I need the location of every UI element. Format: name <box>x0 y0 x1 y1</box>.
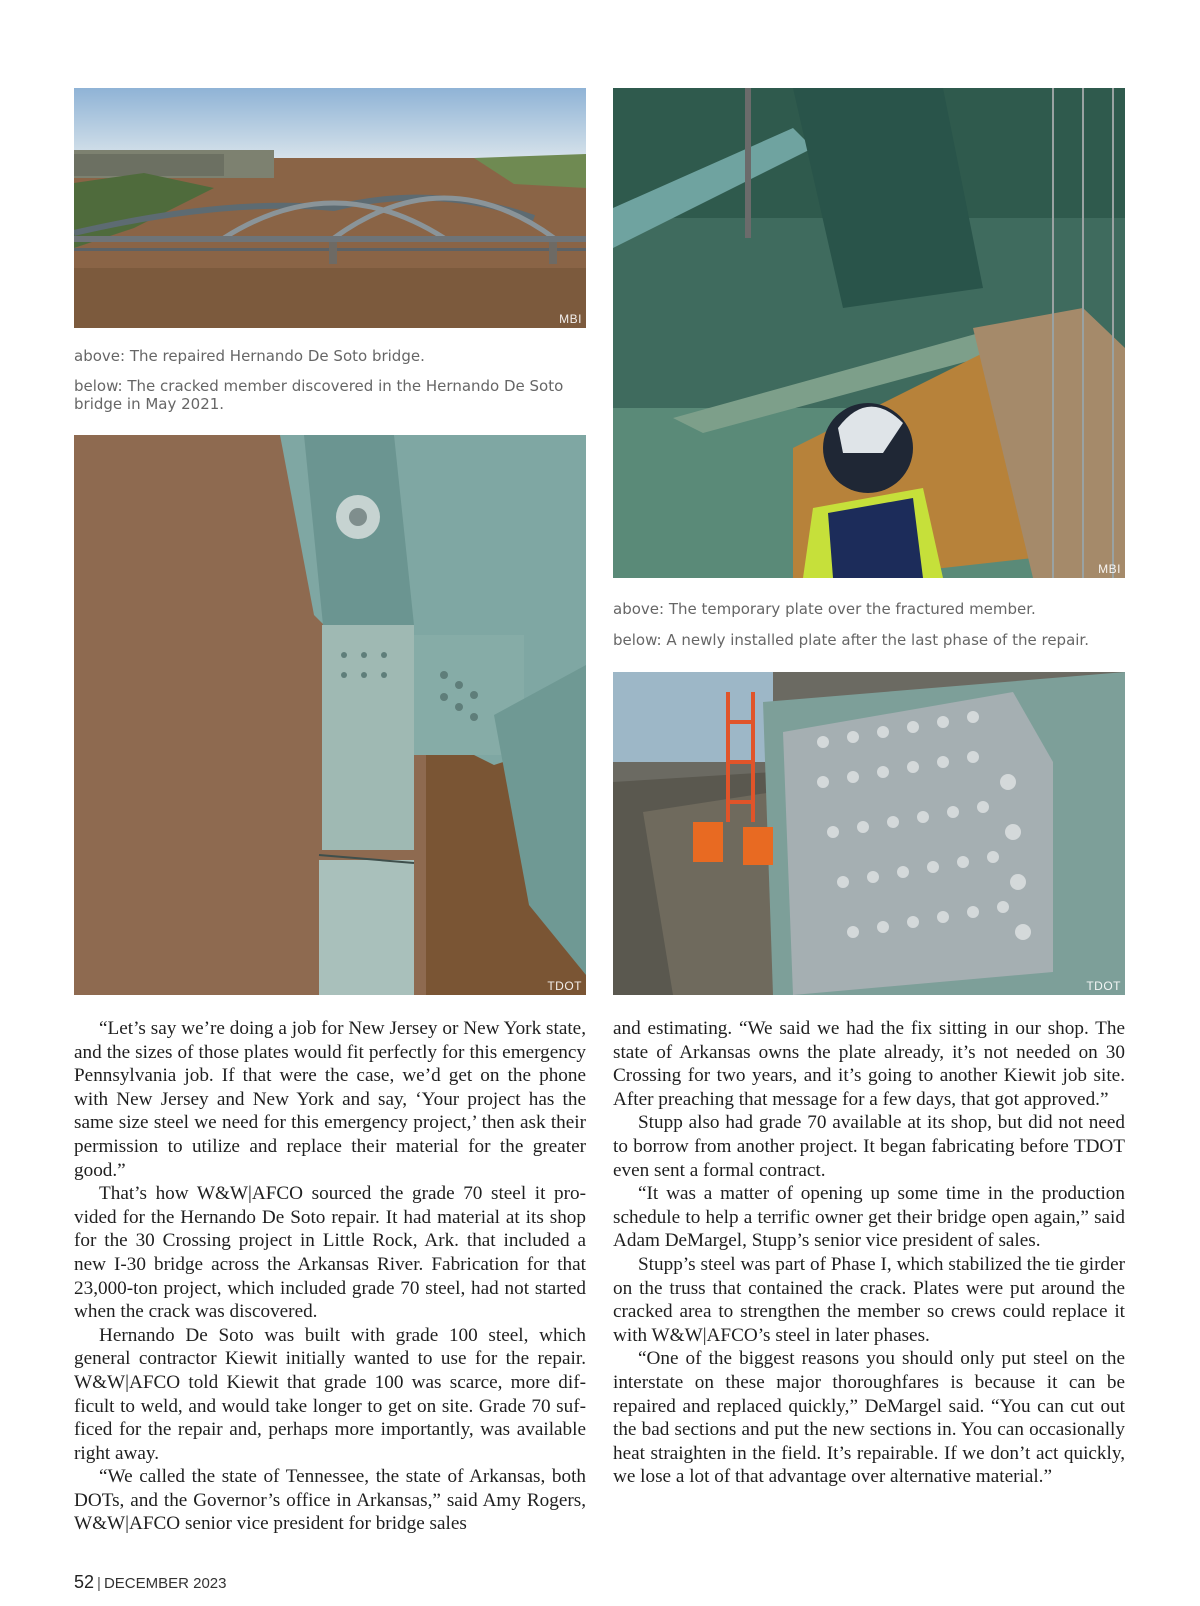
article-paragraph: Stupp also had grade 70 available at its shop, but did not need to borrow from another project. It began fabricating before TDOT even sent a formal contract. <box>613 1112 1125 1181</box>
temporary-plate-photo <box>613 88 1125 578</box>
page-number: 52 <box>74 1572 95 1592</box>
page-footer <box>74 1572 227 1593</box>
bridge-aerial-photo <box>74 88 586 328</box>
article-paragraph: “We called the state of Tennessee, the state of Arkansas, both DOTs, and the Governor’s office in Arkansas,” said Amy Rogers, W&W|AFCO senior vice president for bridge sales <box>74 1466 586 1535</box>
caption-temporary-plate: above: The temporary plate over the fractured member. <box>613 600 1036 618</box>
caption-cracked-member: below: The cracked member discovered in the Hernando De Soto bridge in May 2021. <box>74 377 564 413</box>
new-plate-illustration <box>613 672 1125 995</box>
footer-separator: | <box>97 1575 101 1592</box>
cracked-member-photo <box>74 435 586 995</box>
caption-new-plate: below: A newly installed plate after the last phase of the repair. <box>613 631 1089 649</box>
article-paragraph: Stupp’s steel was part of Phase I, which stabilized the tie girder on the truss that contained the crack. Plates were put around the cracked area to strengthen the member so crews could replace it with W&W|AFCO’s steel in later phases. <box>613 1253 1125 1346</box>
photo-credit: TDOT <box>1086 979 1121 993</box>
article-column-right <box>613 1017 1125 1489</box>
bridge-aerial-illustration <box>74 88 586 328</box>
article-paragraph: “Let’s say we’re doing a job for New Jersey or New York state, and the sizes of those plates would fit perfectly for this emergency Pennsylvania job. If that were the case, we’d get on the phone with New Jersey and New York and say, ‘Your project has the same size steel we need for this emergency project,’ then ask their permission to utilize and replace their material for the greater good.” <box>74 1018 586 1181</box>
photo-credit: TDOT <box>547 979 582 993</box>
article-paragraph: “It was a matter of opening up some time in the production schedule to help a terrific owner get their bridge open again,” said Adam DeMargel, Stupp’s senior vice president of sales. <box>613 1183 1125 1252</box>
article-paragraph: and estimating. “We said we had the fix sitting in our shop. The state of Arkansas owns the plate already, it’s not needed on 30 Crossing for two years, and it’s going to another Kiewit job site. After preaching that message for a few days, that got approved.” <box>613 1018 1125 1110</box>
caption-repaired-bridge: above: The repaired Hernando De Soto bridge. <box>74 347 425 365</box>
article-column-left <box>74 1017 586 1536</box>
photo-credit: MBI <box>1098 562 1121 576</box>
issue-date: DECEMBER 2023 <box>103 1575 227 1592</box>
new-plate-photo <box>613 672 1125 995</box>
cracked-member-illustration <box>74 435 586 995</box>
article-paragraph: “One of the biggest reasons you should only put steel on the interstate on these major thoroughfares is because it can be repaired and replaced quickly,” DeMargel said. “You can cut out the bad sections and put the new sections in. You can occasionally heat straighten in the field. It’s repairable. If we don’t act quickly, we lose a lot of that advantage over alternative material.” <box>613 1348 1125 1488</box>
article-paragraph: Hernando De Soto was built with grade 100 steel, which general contractor Kiewit initially wanted to use for the repair. W&W|AFCO told Kiewit that grade 100 was scarce, more difficult to weld, and would take longer to get on site. Grade 70 sufficed for the repair and, perhaps more importantly, was available right away. <box>74 1324 586 1464</box>
temporary-plate-illustration <box>613 88 1125 578</box>
article-paragraph: That’s how W&W|AFCO sourced the grade 70 steel it provided for the Hernando De Soto repair. It had material at its shop for the 30 Crossing project in Little Rock, Ark. that included a new I-30 bridge across the Arkansas River. Fabrication for that 23,000-ton project, which included grade 70 steel, had not started when the crack was discovered. <box>74 1183 586 1323</box>
photo-credit: MBI <box>559 312 582 326</box>
